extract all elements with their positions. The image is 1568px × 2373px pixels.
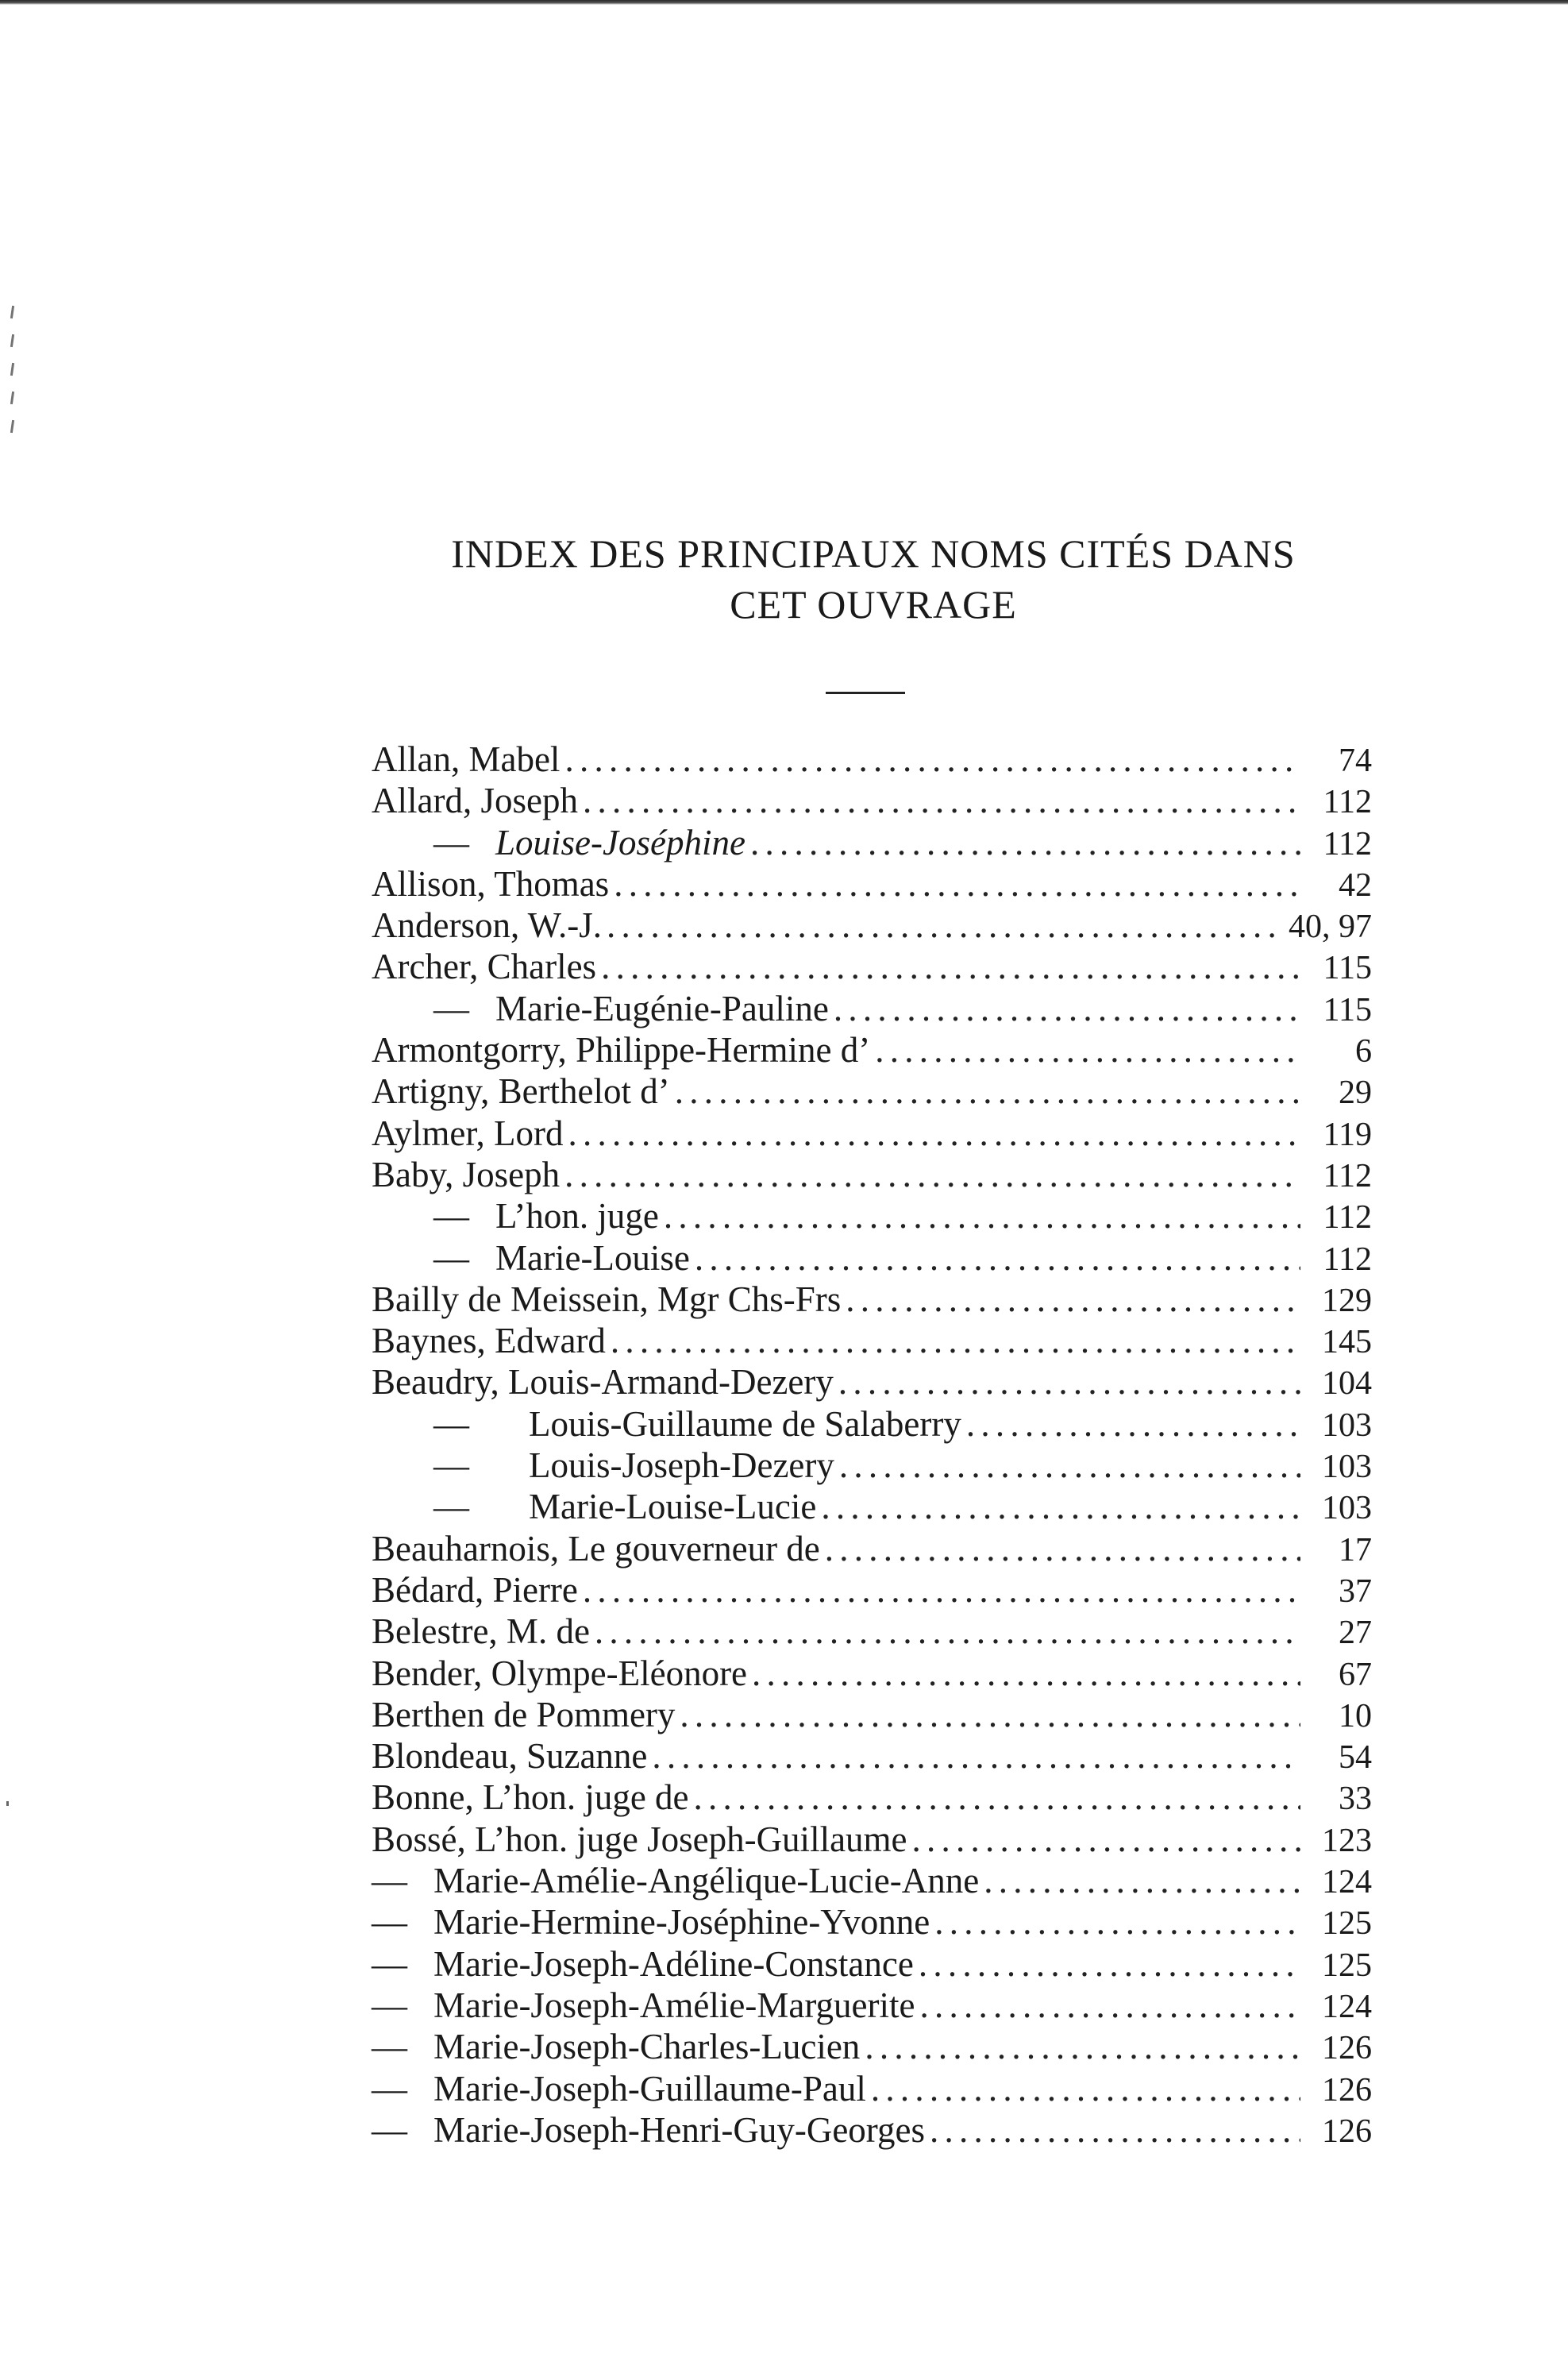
- dot-leader: [825, 1528, 1300, 1569]
- dot-leader: [930, 2109, 1300, 2151]
- entry-page-number: 104: [1322, 1365, 1372, 1403]
- title-divider: [826, 692, 905, 694]
- dot-leader: [583, 1569, 1300, 1611]
- index-entry: [372, 2109, 1372, 2151]
- dot-leader: [583, 780, 1300, 821]
- page-title: [365, 528, 1381, 630]
- index-entry: [372, 1486, 1372, 1527]
- entry-page-number: 103: [1322, 1490, 1372, 1527]
- entry-name: Louis-Guillaume de Salaberry: [529, 1403, 961, 1444]
- entry-page-number: 119: [1323, 1116, 1372, 1153]
- entry-name: Allard, Joseph: [372, 781, 578, 821]
- entry-ditto-dash: —: [433, 988, 469, 1028]
- dot-leader: [919, 1943, 1300, 1985]
- index-entry: [372, 1528, 1372, 1569]
- entry-page-number: 145: [1322, 1324, 1372, 1361]
- dot-leader: [834, 988, 1300, 1029]
- dot-leader: [595, 1611, 1300, 1652]
- index-entry: [372, 905, 1372, 946]
- entry-ditto-dash: —: [433, 1196, 469, 1237]
- dot-leader: [695, 1237, 1300, 1279]
- entry-page-number: 17: [1339, 1531, 1372, 1568]
- entry-name: Marie-Joseph-Guillaume-Paul: [433, 2068, 866, 2109]
- entry-name: Bailly de Meissein, Mgr Chs-Frs: [372, 1279, 842, 1319]
- entry-name: Marie-Amélie-Angélique-Lucie-Anne: [433, 1861, 980, 1901]
- index-entry: [372, 1777, 1372, 1818]
- entry-name: Marie-Eugénie-Pauline: [495, 988, 829, 1028]
- index-entry: [372, 2068, 1372, 2109]
- index-entry: [372, 1154, 1372, 1195]
- index-entry: [372, 1569, 1372, 1611]
- dot-leader: [652, 1735, 1300, 1777]
- entry-name: Baynes, Edward: [372, 1321, 606, 1361]
- margin-scan-marks: [11, 306, 27, 473]
- entry-page-number: 112: [1323, 1157, 1372, 1194]
- entry-page-number: 124: [1322, 1988, 1372, 2025]
- entry-ditto-dash: —: [433, 1237, 469, 1278]
- dot-leader: [607, 905, 1281, 946]
- index-entry: [372, 1279, 1372, 1320]
- index-entry: [372, 1943, 1372, 1985]
- entry-name: Aylmer, Lord: [372, 1113, 564, 1153]
- entry-name: Anderson, W.-J.: [372, 905, 602, 946]
- entry-name: Marie-Joseph-Charles-Lucien: [433, 2027, 861, 2067]
- entry-name: Marie-Joseph-Amélie-Marguerite: [433, 1985, 915, 2025]
- entry-ditto-dash: —: [372, 1943, 407, 1984]
- entry-ditto-dash: —: [372, 1902, 407, 1943]
- entry-page-number: 29: [1339, 1075, 1372, 1112]
- dot-leader: [839, 1445, 1300, 1486]
- index-entry: [372, 1361, 1372, 1403]
- dot-leader: [675, 1071, 1300, 1112]
- entry-name: Artigny, Berthelot d’: [372, 1071, 670, 1112]
- dot-leader: [568, 1113, 1300, 1154]
- entry-ditto-dash: —: [372, 1861, 407, 1901]
- entry-page-number: 103: [1322, 1449, 1372, 1486]
- margin-mark: [10, 392, 14, 404]
- entry-name: Blondeau, Suzanne: [372, 1736, 648, 1777]
- entry-name: Bonne, L’hon. juge de: [372, 1777, 689, 1818]
- dot-leader: [664, 1195, 1300, 1237]
- entry-name: Archer, Charles: [372, 947, 597, 987]
- entry-page-number: 125: [1322, 1947, 1372, 1984]
- dot-leader: [966, 1403, 1300, 1445]
- margin-mark: [10, 420, 14, 433]
- entry-ditto-dash: —: [372, 2027, 407, 2067]
- dot-leader: [919, 1985, 1300, 2026]
- index-entry: [372, 1403, 1372, 1445]
- dot-leader: [838, 1361, 1300, 1403]
- dot-leader: [934, 1901, 1300, 1943]
- dot-leader: [912, 1819, 1300, 1860]
- entry-name: Marie-Joseph-Adéline-Constance: [433, 1943, 914, 1984]
- entry-ditto-dash: —: [433, 1487, 469, 1527]
- dot-leader: [875, 1029, 1300, 1071]
- entry-page-number: 126: [1322, 2113, 1372, 2150]
- dot-leader: [694, 1777, 1300, 1818]
- entry-ditto-dash: —: [433, 822, 469, 862]
- entry-page-number: 126: [1322, 2030, 1372, 2067]
- entry-name: Beaudry, Louis-Armand-Dezery: [372, 1362, 834, 1403]
- entry-page-number: 37: [1339, 1572, 1372, 1610]
- entry-name: Marie-Louise: [495, 1237, 690, 1278]
- entry-page-number: 40, 97: [1289, 909, 1372, 946]
- entry-name: L’hon. juge: [495, 1196, 659, 1237]
- margin-mark: [10, 334, 14, 347]
- dot-leader: [611, 1320, 1300, 1361]
- dot-leader: [564, 1154, 1300, 1195]
- entry-page-number: 126: [1322, 2071, 1372, 2109]
- entry-name: Marie-Joseph-Henri-Guy-Georges: [433, 2109, 925, 2150]
- entry-page-number: 112: [1323, 825, 1372, 862]
- index-entry: [372, 822, 1372, 863]
- entry-page-number: 103: [1322, 1406, 1372, 1444]
- entry-page-number: 74: [1339, 743, 1372, 779]
- entry-name: Bédard, Pierre: [372, 1569, 578, 1610]
- entry-name: Louis-Joseph-Dezery: [529, 1445, 834, 1486]
- entry-ditto-dash: —: [433, 1403, 469, 1444]
- index-entry: [372, 2026, 1372, 2067]
- dot-leader: [752, 1653, 1300, 1694]
- entry-name: Marie-Louise-Lucie: [529, 1487, 817, 1527]
- dot-leader: [821, 1486, 1300, 1527]
- dot-leader: [846, 1279, 1300, 1320]
- index-entry: [372, 1113, 1372, 1154]
- entry-ditto-dash: —: [372, 2109, 407, 2150]
- index-entry: [372, 1071, 1372, 1112]
- entry-page-number: 6: [1355, 1033, 1372, 1071]
- entry-page-number: 112: [1323, 784, 1372, 821]
- entry-page-number: 112: [1323, 1241, 1372, 1278]
- index-entry: [372, 988, 1372, 1029]
- index-entry: [372, 1611, 1372, 1652]
- dot-leader: [871, 2068, 1300, 2109]
- page-title-line-1: INDEX DES PRINCIPAUX NOMS CITÉS DANS: [451, 531, 1296, 576]
- index-entry: [372, 780, 1372, 821]
- margin-mark: [10, 306, 14, 318]
- index-entry: [372, 1237, 1372, 1279]
- index-entry: [372, 739, 1372, 780]
- index-entry: [372, 1195, 1372, 1237]
- entry-page-number: 129: [1322, 1282, 1372, 1319]
- entry-ditto-dash: —: [372, 2068, 407, 2109]
- entry-page-number: 54: [1339, 1739, 1372, 1777]
- index-list: [372, 739, 1372, 2151]
- entry-ditto-dash: —: [372, 1985, 407, 2025]
- dot-leader: [865, 2026, 1300, 2067]
- entry-page-number: 42: [1339, 866, 1372, 904]
- dot-leader: [564, 739, 1300, 780]
- index-entry: [372, 1819, 1372, 1860]
- entry-page-number: 125: [1322, 1905, 1372, 1943]
- entry-page-number: 67: [1339, 1656, 1372, 1693]
- entry-page-number: 112: [1323, 1199, 1372, 1237]
- entry-name: Louise-Joséphine: [495, 822, 745, 862]
- index-entry: [372, 1985, 1372, 2026]
- index-entry: [372, 1320, 1372, 1361]
- dot-leader: [601, 946, 1300, 987]
- entry-name: Belestre, M. de: [372, 1611, 590, 1652]
- entry-page-number: 115: [1323, 950, 1372, 987]
- index-entry: [372, 1029, 1372, 1071]
- index-entry: [372, 1694, 1372, 1735]
- index-entry: [372, 1653, 1372, 1694]
- entry-name: Bossé, L’hon. juge Joseph-Guillaume: [372, 1819, 907, 1859]
- entry-page-number: 124: [1322, 1864, 1372, 1901]
- entry-name: Allan, Mabel: [372, 739, 561, 779]
- dot-leader: [984, 1860, 1300, 1901]
- entry-name: Allison, Thomas: [372, 863, 610, 904]
- entry-page-number: 10: [1339, 1697, 1372, 1734]
- index-entry: [372, 1735, 1372, 1777]
- dot-leader: [680, 1694, 1300, 1735]
- entry-page-number: 27: [1339, 1615, 1372, 1652]
- entry-name: Beauharnois, Le gouverneur de: [372, 1528, 820, 1568]
- entry-page-number: 115: [1323, 991, 1372, 1028]
- margin-mark: [10, 363, 14, 376]
- entry-name: Bender, Olympe-Eléonore: [372, 1653, 748, 1693]
- dot-leader: [614, 863, 1300, 905]
- entry-name: Berthen de Pommery: [372, 1694, 676, 1734]
- entry-page-number: 33: [1339, 1781, 1372, 1818]
- stray-scan-mark: [6, 1801, 9, 1806]
- entry-page-number: 123: [1322, 1822, 1372, 1859]
- index-entry: [372, 1860, 1372, 1901]
- index-entry: [372, 1901, 1372, 1943]
- index-entry: [372, 863, 1372, 905]
- entry-ditto-dash: —: [433, 1445, 469, 1486]
- index-entry: [372, 1445, 1372, 1486]
- index-entry: [372, 946, 1372, 987]
- dot-leader: [750, 822, 1300, 863]
- entry-name: Baby, Joseph: [372, 1154, 561, 1194]
- entry-name: Marie-Hermine-Joséphine-Yvonne: [433, 1902, 930, 1943]
- entry-name: Armontgorry, Philippe-Hermine d’: [372, 1030, 871, 1071]
- page-title-line-2: CET OUVRAGE: [730, 582, 1017, 627]
- page-top-edge: [0, 0, 1568, 5]
